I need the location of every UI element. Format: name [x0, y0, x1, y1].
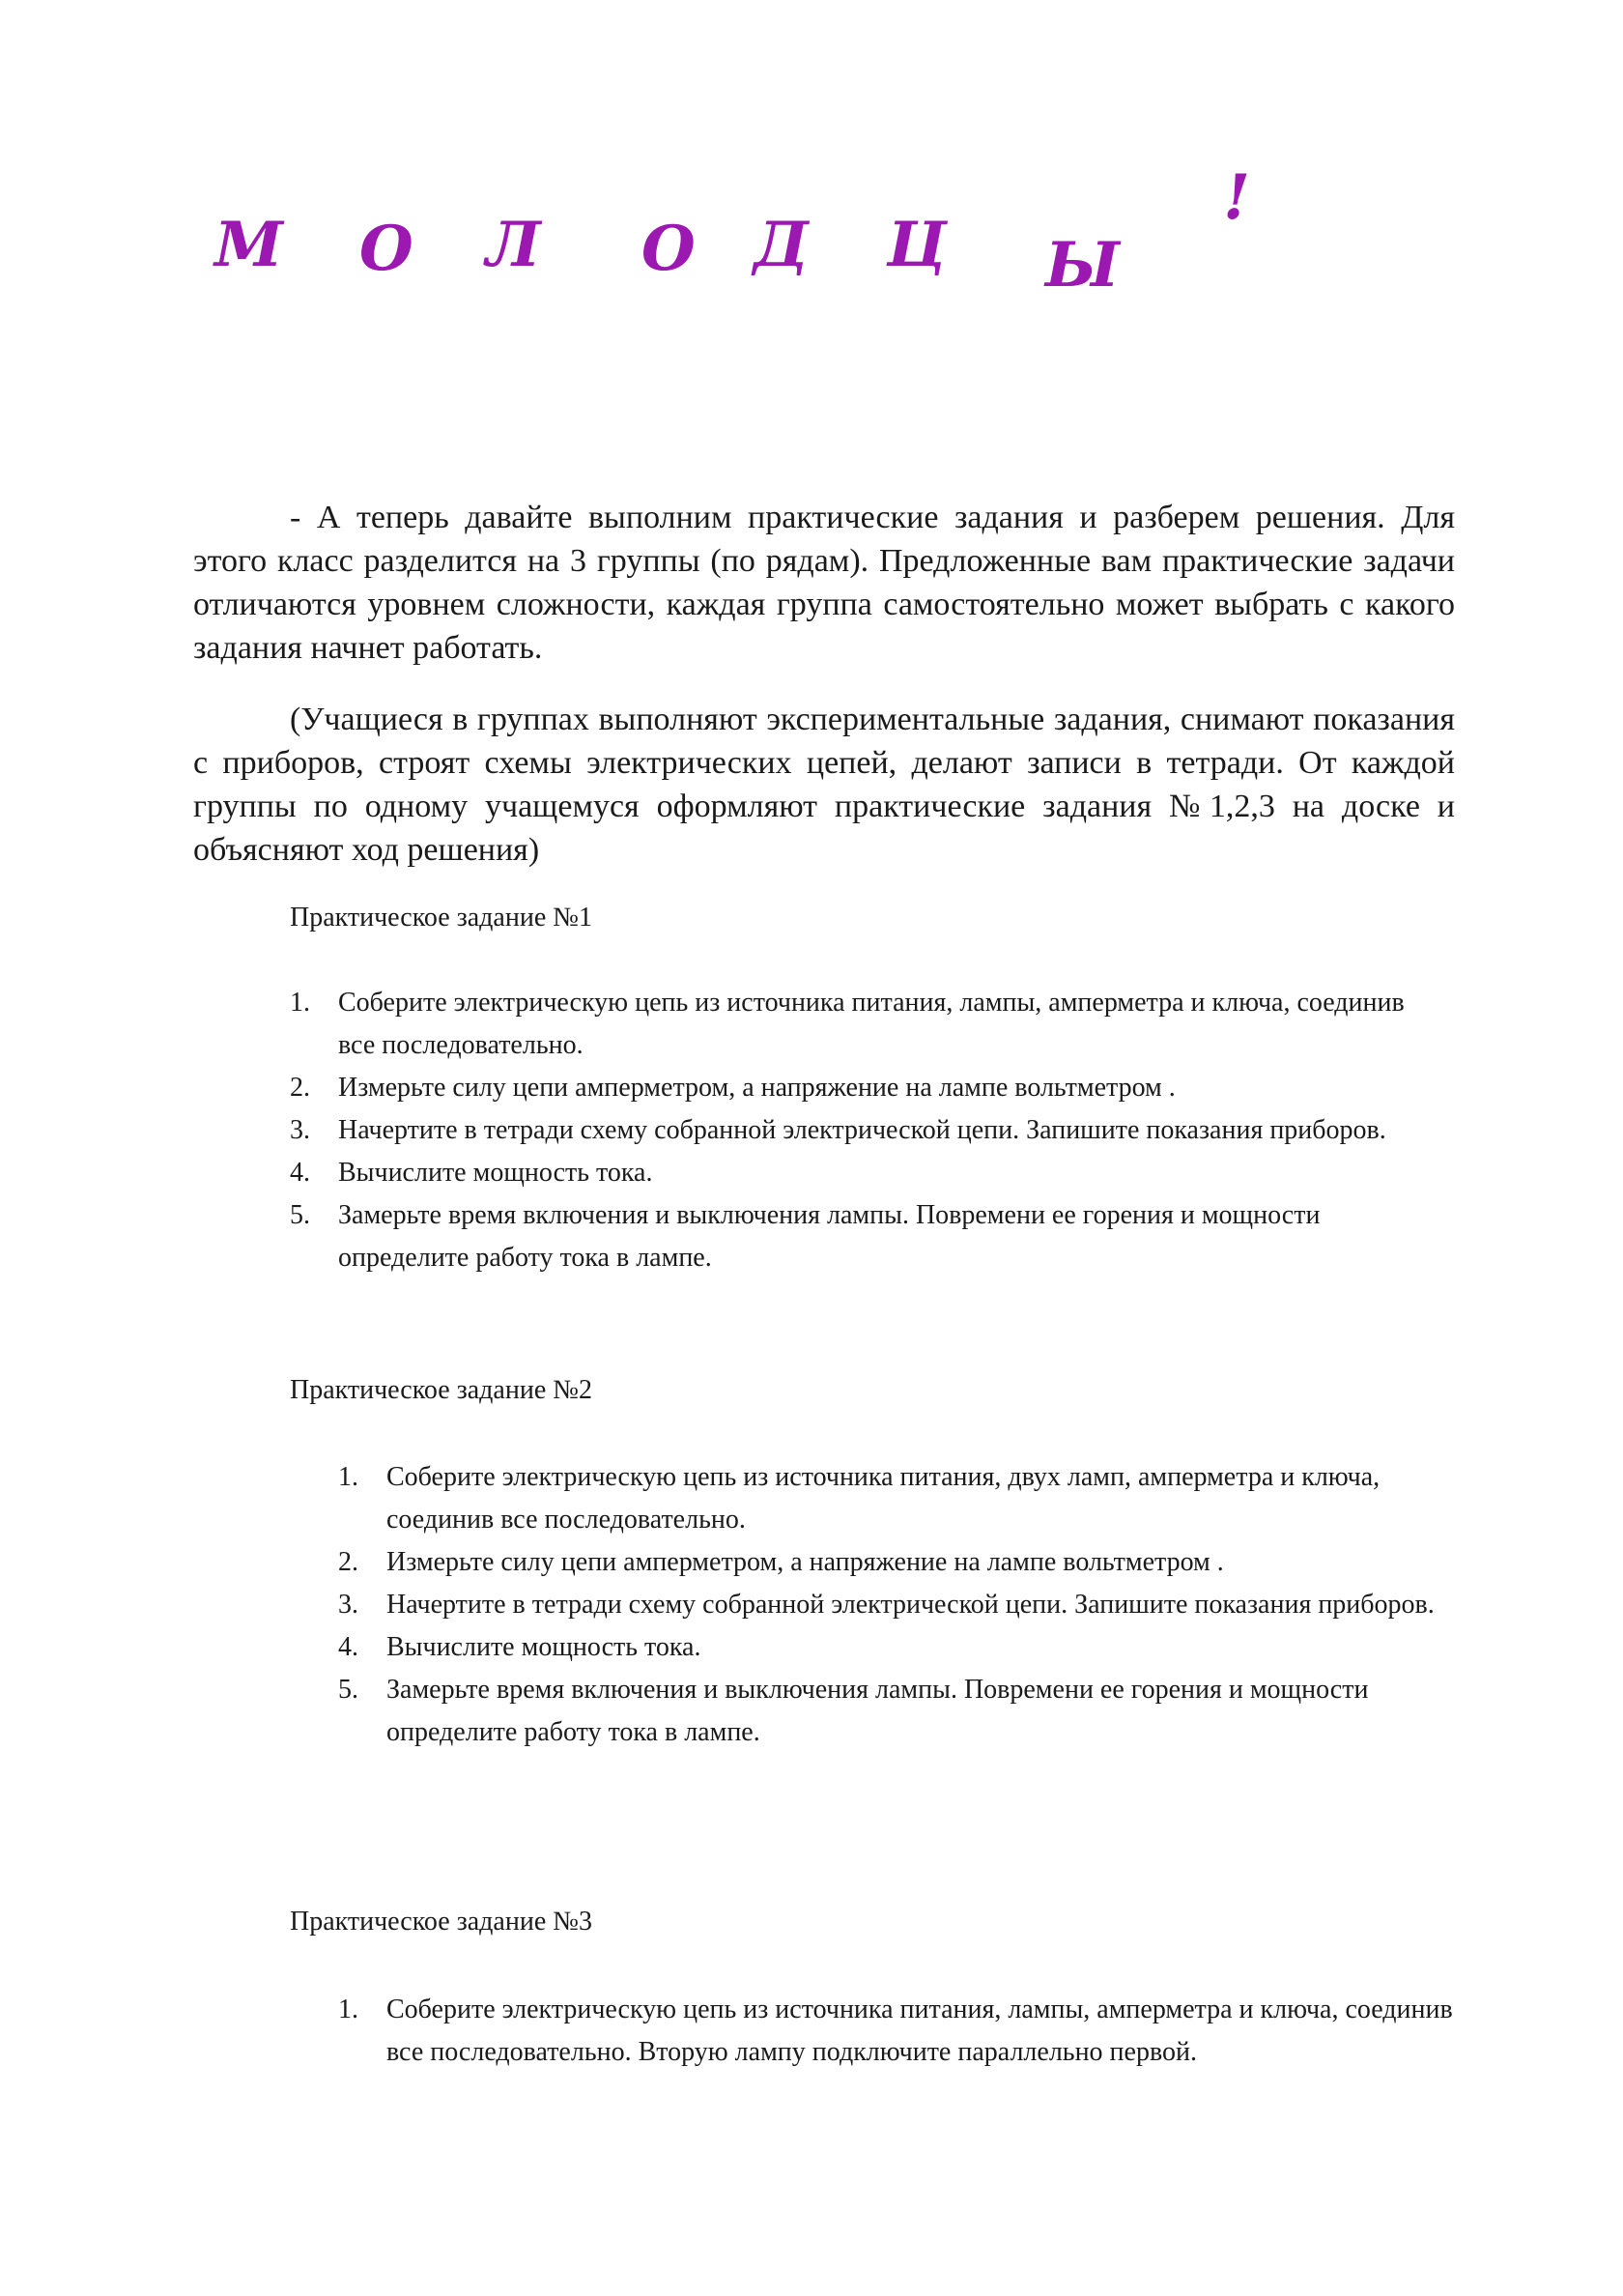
- item-number: 1.: [290, 988, 310, 1018]
- item-number: 1.: [338, 1462, 358, 1492]
- title-letter: !: [1223, 161, 1251, 234]
- item-text: Соберите электрическую цепь из источника питания, лампы, амперметра и ключа, соединив все последовательно. Вторую лампу подключите параллельно первой.: [386, 1995, 1453, 2067]
- intro-paragraph: - А теперь давайте выполним практические задания и разберем решения. Для этого класс разделится на 3 группы (по рядам). Предложенные вам практические задачи отличаются уровнем сложности, каждая группа самостоятельно может выбрать с какого задания начнет работать.: [193, 500, 1455, 666]
- title-letter: О: [641, 213, 696, 285]
- item-text: Вычислите мощность тока.: [338, 1158, 653, 1188]
- item-number: 3.: [290, 1115, 310, 1145]
- item-text: Вычислите мощность тока.: [386, 1632, 701, 1662]
- item-number: 2.: [290, 1073, 310, 1103]
- title-letter: Л: [486, 209, 541, 281]
- item-number: 4.: [338, 1632, 358, 1662]
- list-item: [338, 1541, 1459, 1584]
- title-letter: Ц: [887, 209, 947, 281]
- title-letter: О: [359, 213, 413, 285]
- list-item: [338, 1989, 1459, 2074]
- list-item: [290, 982, 1430, 1067]
- item-text: Соберите электрическую цепь из источника питания, лампы, амперметра и ключа, соединив все последовательно.: [338, 988, 1405, 1060]
- item-text: Замерьте время включения и выключения лампы. Повремени ее горения и мощности определите работу тока в лампе.: [338, 1200, 1321, 1273]
- title-letter: Д: [754, 209, 809, 281]
- list-item: [338, 1584, 1459, 1626]
- list-item: [290, 1194, 1430, 1279]
- item-text: Измерьте силу цепи амперметром, а напряжение на лампе вольтметром .: [386, 1547, 1224, 1577]
- title-letter: М: [214, 209, 283, 281]
- task-heading: Практическое задание №3: [290, 1907, 592, 1937]
- list-item: [290, 1067, 1430, 1109]
- list-item: [338, 1456, 1459, 1541]
- item-number: 2.: [338, 1547, 358, 1577]
- intro-paragraph: (Учащиеся в группах выполняют экспериментальные задания, снимают показания с приборов, строят схемы электрических цепей, делают записи в тетради. От каждой группы по одному учащемуся оформляют практические задания №1,2,3 на доске и объясняют ход решения): [193, 702, 1455, 868]
- task-list: [338, 1456, 1459, 1754]
- item-number: 3.: [338, 1590, 358, 1620]
- item-number: 5.: [290, 1200, 310, 1230]
- task-list: [290, 982, 1430, 1279]
- task-heading: Практическое задание №2: [290, 1375, 592, 1405]
- item-text: Начертите в тетради схему собранной электрической цепи. Запишите показания приборов.: [338, 1115, 1386, 1145]
- list-item: [338, 1626, 1459, 1669]
- task-list: [338, 1989, 1459, 2074]
- item-text: Измерьте силу цепи амперметром, а напряжение на лампе вольтметром .: [338, 1073, 1176, 1103]
- item-text: Начертите в тетради схему собранной электрической цепи. Запишите показания приборов.: [386, 1590, 1435, 1620]
- task-heading: Практическое задание №1: [290, 903, 592, 933]
- list-item: [290, 1109, 1430, 1152]
- title-letter: Ы: [1045, 229, 1120, 301]
- item-number: 5.: [338, 1675, 358, 1705]
- list-item: [290, 1152, 1430, 1194]
- item-number: 1.: [338, 1995, 358, 2024]
- item-text: Замерьте время включения и выключения лампы. Повремени ее горения и мощности определите работу тока в лампе.: [386, 1675, 1369, 1747]
- item-text: Соберите электрическую цепь из источника питания, двух ламп, амперметра и ключа, соединив все последовательно.: [386, 1462, 1381, 1535]
- list-item: [338, 1669, 1459, 1754]
- item-number: 4.: [290, 1158, 310, 1188]
